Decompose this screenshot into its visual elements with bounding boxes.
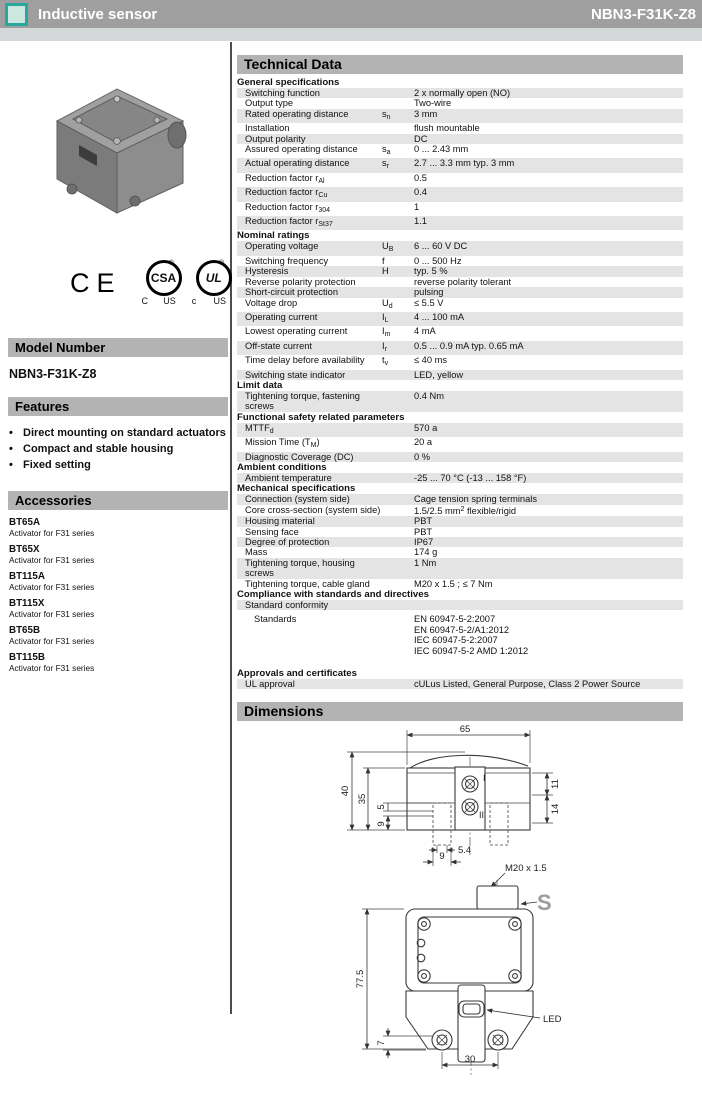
spec-label: Tightening torque, cable gland	[245, 578, 370, 589]
spec-symbol	[382, 679, 414, 689]
spec-row	[237, 370, 683, 380]
spec-symbol	[382, 505, 414, 516]
spec-label: Assured operating distance	[245, 144, 358, 155]
spec-label: Output polarity	[245, 133, 306, 144]
spec-symbol	[382, 173, 414, 187]
spec-symbol: $s_n$	[382, 108, 391, 121]
spec-symbol: $s_r$	[382, 158, 389, 171]
page-title: Inductive sensor	[38, 5, 158, 23]
spec-value: pulsing	[414, 287, 444, 298]
spec-symbol: $t_v$	[382, 355, 389, 368]
spec-label: Switching frequency	[245, 255, 329, 266]
dim-65: 65	[459, 725, 471, 736]
spec-row	[237, 216, 683, 230]
accessory-name: BT65X	[9, 544, 40, 555]
product-photo-illustration	[17, 49, 217, 239]
spec-label: Off-state current	[245, 340, 312, 351]
spec-value: 20 a	[414, 437, 433, 448]
technical-table	[237, 77, 683, 689]
spec-label: Actual operating distance	[245, 158, 350, 169]
spec-row	[237, 266, 683, 276]
spec-value: 2.7 ... 3.3 mm typ. 3 mm	[414, 158, 515, 169]
spec-row	[237, 505, 683, 516]
spec-label: Tightening torque, fastening screws	[245, 390, 360, 412]
ul-registered-icon: ®	[218, 260, 224, 267]
column-divider	[230, 42, 232, 1014]
spec-symbol	[382, 216, 414, 230]
model-number-section-bar: Model Number	[8, 338, 228, 357]
spec-symbol	[382, 473, 414, 483]
spec-label: Tightening torque, housing screws	[245, 557, 355, 579]
dim-14: 14	[550, 804, 561, 815]
spec-row	[237, 679, 683, 689]
model-number-value: NBN3-F31K-Z8	[9, 367, 97, 381]
csa-registered-icon: ®	[168, 260, 174, 267]
spec-label: Switching state indicator	[245, 369, 346, 380]
left-column	[0, 42, 228, 679]
spec-value-line: IEC 60947-5-2:2007	[414, 635, 498, 646]
spec-value: 570 a	[414, 422, 438, 433]
front-view-drawing	[355, 880, 562, 1075]
spec-value: 0 ... 500 Hz	[414, 255, 462, 266]
ul-us-label: US	[213, 296, 226, 306]
spec-row	[237, 241, 683, 255]
spec-symbol: $U_B$	[382, 241, 394, 254]
accessory-item	[9, 625, 228, 646]
terminal-label-2: II	[479, 810, 485, 821]
dim-7: 7	[376, 1040, 387, 1047]
spec-row	[237, 547, 683, 557]
spec-value: flush mountable	[414, 123, 480, 134]
spec-value	[414, 614, 683, 656]
accessory-name: BT115B	[9, 652, 45, 663]
spec-row	[237, 202, 683, 216]
spec-label: Reduction factor $r_{Cu}$	[245, 187, 328, 200]
ul-mark	[191, 260, 226, 306]
spec-label: Switching function	[245, 88, 320, 98]
ul-c-label: c	[191, 296, 197, 306]
sensing-face-label: S	[537, 890, 552, 916]
spec-value: ≤ 5.5 V	[414, 297, 444, 308]
section-header: Limit data	[237, 379, 283, 391]
page-header	[0, 0, 702, 28]
spec-value: 0 ... 2.43 mm	[414, 144, 469, 155]
spec-symbol	[382, 202, 414, 216]
spec-symbol	[382, 370, 414, 380]
led-label: LED	[543, 1014, 562, 1026]
spec-symbol: f	[382, 255, 385, 266]
spec-row	[237, 423, 683, 437]
brand-square-icon	[5, 3, 28, 26]
accessories-list	[9, 517, 228, 673]
accessory-item	[9, 544, 228, 565]
section-header: Nominal ratings	[237, 230, 310, 242]
spec-symbol	[382, 558, 414, 579]
feature-text: Fixed setting	[23, 459, 91, 471]
spec-row	[237, 326, 683, 340]
spec-value: M20 x 1.5 ; ≤ 7 Nm	[414, 578, 493, 589]
spec-label: Short-circuit protection	[245, 287, 339, 298]
spec-label: Mission Time $(T_M)$	[245, 437, 320, 450]
spec-value: 4 ... 100 mA	[414, 311, 465, 322]
accessory-name: BT65B	[9, 625, 41, 636]
spec-symbol: $I_m$	[382, 326, 391, 339]
spec-value: 2 x normally open (NO)	[414, 88, 511, 98]
accessory-description: Activator for F31 series	[9, 528, 95, 538]
accessory-name: BT65A	[9, 517, 41, 528]
spec-value: reverse polarity tolerant	[414, 276, 512, 287]
spec-label: Reduction factor $r_{St37}$	[245, 216, 333, 229]
spec-label: Voltage drop	[245, 297, 298, 308]
spec-symbol	[382, 614, 414, 656]
spec-value: ≤ 40 ms	[414, 355, 448, 366]
spec-symbol: $U_d$	[382, 297, 393, 310]
spec-symbol: H	[382, 266, 389, 277]
dim-77-5: 77.5	[355, 970, 366, 989]
spec-row	[237, 537, 683, 547]
feature-text: Direct mounting on standard actuators	[23, 427, 226, 439]
spec-row	[237, 256, 683, 266]
dim-5: 5	[376, 804, 387, 811]
spec-row	[237, 298, 683, 312]
right-column	[237, 42, 683, 1098]
spec-symbol	[382, 187, 414, 201]
feature-item	[9, 457, 228, 473]
accessory-item	[9, 652, 228, 673]
spec-row	[237, 277, 683, 287]
section-gap	[237, 656, 683, 668]
bullet-icon: •	[9, 427, 13, 439]
spec-row	[237, 614, 683, 656]
section-header: Mechanical specifications	[237, 483, 356, 495]
section-header: Functional safety related parameters	[237, 411, 405, 423]
spec-value-line: IEC 60947-5-2 AMD 1:2012	[414, 645, 529, 656]
spec-symbol	[382, 579, 414, 589]
terminal-label-1: I	[483, 773, 486, 784]
dim-5-4: 5.4	[458, 845, 472, 857]
csa-mark	[141, 260, 177, 306]
feature-item	[9, 441, 228, 457]
spec-value: DC	[414, 133, 428, 144]
spec-label: Hysteresis	[245, 266, 289, 277]
spec-row	[237, 437, 683, 451]
spec-row	[237, 516, 683, 526]
spec-row	[237, 109, 683, 123]
accessory-item	[9, 517, 228, 538]
spec-label: Reduction factor $r_{Al}$	[245, 172, 325, 185]
spec-row	[237, 123, 683, 133]
spec-symbol	[382, 600, 414, 610]
spec-value: 0.5	[414, 172, 427, 183]
spec-label: Output type	[245, 98, 294, 109]
spec-row	[237, 558, 683, 579]
spec-value: 1.5/2.5 $mm^2$ flexible/rigid	[414, 505, 517, 516]
spec-label: Diagnostic Coverage (DC)	[245, 451, 354, 462]
spec-symbol	[382, 547, 414, 557]
dim-9: 9	[376, 821, 387, 828]
spec-row	[237, 391, 683, 412]
spec-symbol	[382, 452, 414, 462]
spec-symbol: $s_a$	[382, 144, 391, 157]
accessory-description: Activator for F31 series	[9, 582, 95, 592]
spec-row	[237, 287, 683, 297]
spec-symbol	[382, 134, 414, 144]
spec-value: 1.1	[414, 216, 427, 227]
accessory-description: Activator for F31 series	[9, 636, 95, 646]
spec-row	[237, 98, 683, 108]
technical-data-section-bar: Technical Data	[237, 55, 683, 74]
dim-30: 30	[464, 1054, 476, 1066]
accessory-name: BT115X	[9, 598, 45, 609]
spec-row	[237, 312, 683, 326]
spec-value: PBT	[414, 516, 433, 527]
spec-value: Cage tension spring terminals	[414, 494, 537, 505]
thread-label: M20 x 1.5	[505, 863, 547, 875]
spec-value: 0.4 Nm	[414, 390, 444, 401]
spec-label: Rated operating distance	[245, 108, 349, 119]
spec-row	[237, 341, 683, 355]
section-header: Compliance with standards and directives	[237, 589, 429, 601]
spec-symbol	[382, 494, 414, 504]
spec-row	[237, 187, 683, 201]
dim-9-bottom: 9	[439, 851, 445, 863]
spec-label: Core cross-section (system side)	[245, 504, 381, 515]
spec-value: 0.5 ... 0.9 mA typ. 0.65 mA	[414, 340, 524, 351]
spec-symbol	[382, 277, 414, 287]
spec-label: Operating current	[245, 311, 318, 322]
spec-symbol: $I_L$	[382, 311, 389, 324]
spec-label: $MTTF_d$	[245, 422, 274, 435]
spec-value: 4 mA	[414, 326, 436, 337]
spec-label: Standard conformity	[245, 600, 329, 611]
features-list	[9, 425, 228, 473]
bullet-icon: •	[9, 443, 13, 455]
spec-symbol	[382, 88, 414, 98]
feature-text: Compact and stable housing	[23, 443, 174, 455]
spec-row	[237, 527, 683, 537]
spec-symbol: $I_r$	[382, 340, 387, 353]
spec-symbol	[382, 123, 414, 133]
spec-row	[237, 452, 683, 462]
spec-label: Time delay before availability	[245, 355, 365, 366]
spec-value: cULus Listed, General Purpose, Class 2 Power Source	[414, 679, 641, 690]
section-header: Ambient conditions	[237, 461, 327, 473]
spec-label: Operating voltage	[245, 241, 319, 252]
dimensions-section-bar: Dimensions	[237, 702, 683, 721]
spec-row	[237, 600, 683, 610]
dim-40: 40	[340, 786, 351, 797]
accessory-item	[9, 571, 228, 592]
features-section-bar: Features	[8, 397, 228, 416]
bullet-icon: •	[9, 459, 13, 471]
feature-item	[9, 425, 228, 441]
spec-value: 0.4	[414, 187, 427, 198]
spec-label: Lowest operating current	[245, 326, 348, 337]
spec-label: Housing material	[245, 516, 315, 527]
spec-label: Mass	[245, 547, 268, 558]
spec-symbol	[382, 391, 414, 412]
ce-mark: CE	[70, 267, 122, 298]
spec-value: 1 Nm	[414, 557, 437, 568]
accessory-description: Activator for F31 series	[9, 609, 95, 619]
accessories-section-bar: Accessories	[8, 491, 228, 510]
csa-ring: CSA	[146, 260, 182, 296]
spec-row	[237, 473, 683, 483]
spec-value: 174 g	[414, 547, 438, 558]
header-model-number: NBN3-F31K-Z8	[590, 5, 696, 23]
csa-us-label: US	[163, 296, 176, 306]
spec-symbol	[382, 423, 414, 437]
csa-c-label: C	[141, 296, 149, 306]
dimensions-drawing	[237, 725, 683, 1093]
spec-symbol	[382, 437, 414, 451]
spec-row	[237, 494, 683, 504]
spec-value: 0 %	[414, 451, 431, 462]
certification-logos	[70, 258, 226, 308]
spec-value: Two-wire	[414, 98, 452, 109]
spec-label: Degree of protection	[245, 537, 330, 547]
spec-value: -25 ... 70 °C (-13 ... 158 °F)	[414, 472, 527, 483]
spec-value: 1	[414, 201, 420, 212]
section-header: Approvals and certificates	[237, 668, 357, 680]
spec-symbol	[382, 537, 414, 547]
accessory-description: Activator for F31 series	[9, 555, 95, 565]
product-photo	[14, 46, 220, 242]
spec-symbol	[382, 98, 414, 108]
spec-label: Ambient temperature	[245, 472, 332, 483]
dim-35: 35	[357, 794, 368, 805]
spec-value-line: EN 60947-5-2:2007	[414, 614, 496, 625]
accessory-item	[9, 598, 228, 619]
spec-label: Reduction factor $r_{304}$	[245, 201, 331, 214]
spec-row	[237, 158, 683, 172]
side-view-drawing	[340, 725, 561, 866]
ul-ring: UL	[196, 260, 232, 296]
spec-value	[414, 600, 683, 610]
spec-label: Installation	[245, 123, 290, 134]
section-header: General specifications	[237, 77, 340, 88]
spec-value: typ. 5 %	[414, 266, 448, 277]
accessory-description: Activator for F31 series	[9, 663, 95, 673]
spec-value: 3 mm	[414, 108, 438, 119]
spec-row	[237, 355, 683, 369]
spec-row	[237, 134, 683, 144]
spec-row	[237, 173, 683, 187]
spec-value: IP67	[414, 537, 434, 547]
spec-row	[237, 144, 683, 158]
spec-symbol	[382, 527, 414, 537]
spec-value: LED, yellow	[414, 369, 464, 380]
spec-label: Reverse polarity protection	[245, 276, 356, 287]
spec-label: Connection (system side)	[245, 494, 350, 505]
spec-label: UL approval	[245, 679, 295, 690]
spec-value: PBT	[414, 526, 433, 537]
spec-label: Standards	[254, 614, 297, 625]
spec-value-line: EN 60947-5-2/A1:2012	[414, 624, 510, 635]
accessory-name: BT115A	[9, 571, 45, 582]
spec-row	[237, 579, 683, 589]
spec-symbol	[382, 516, 414, 526]
spec-row	[237, 88, 683, 98]
dim-11: 11	[550, 779, 561, 790]
spec-label: Sensing face	[245, 526, 299, 537]
spec-symbol	[382, 287, 414, 297]
spec-value: 6 ... 60 V DC	[414, 241, 468, 252]
header-substrip	[0, 28, 702, 41]
